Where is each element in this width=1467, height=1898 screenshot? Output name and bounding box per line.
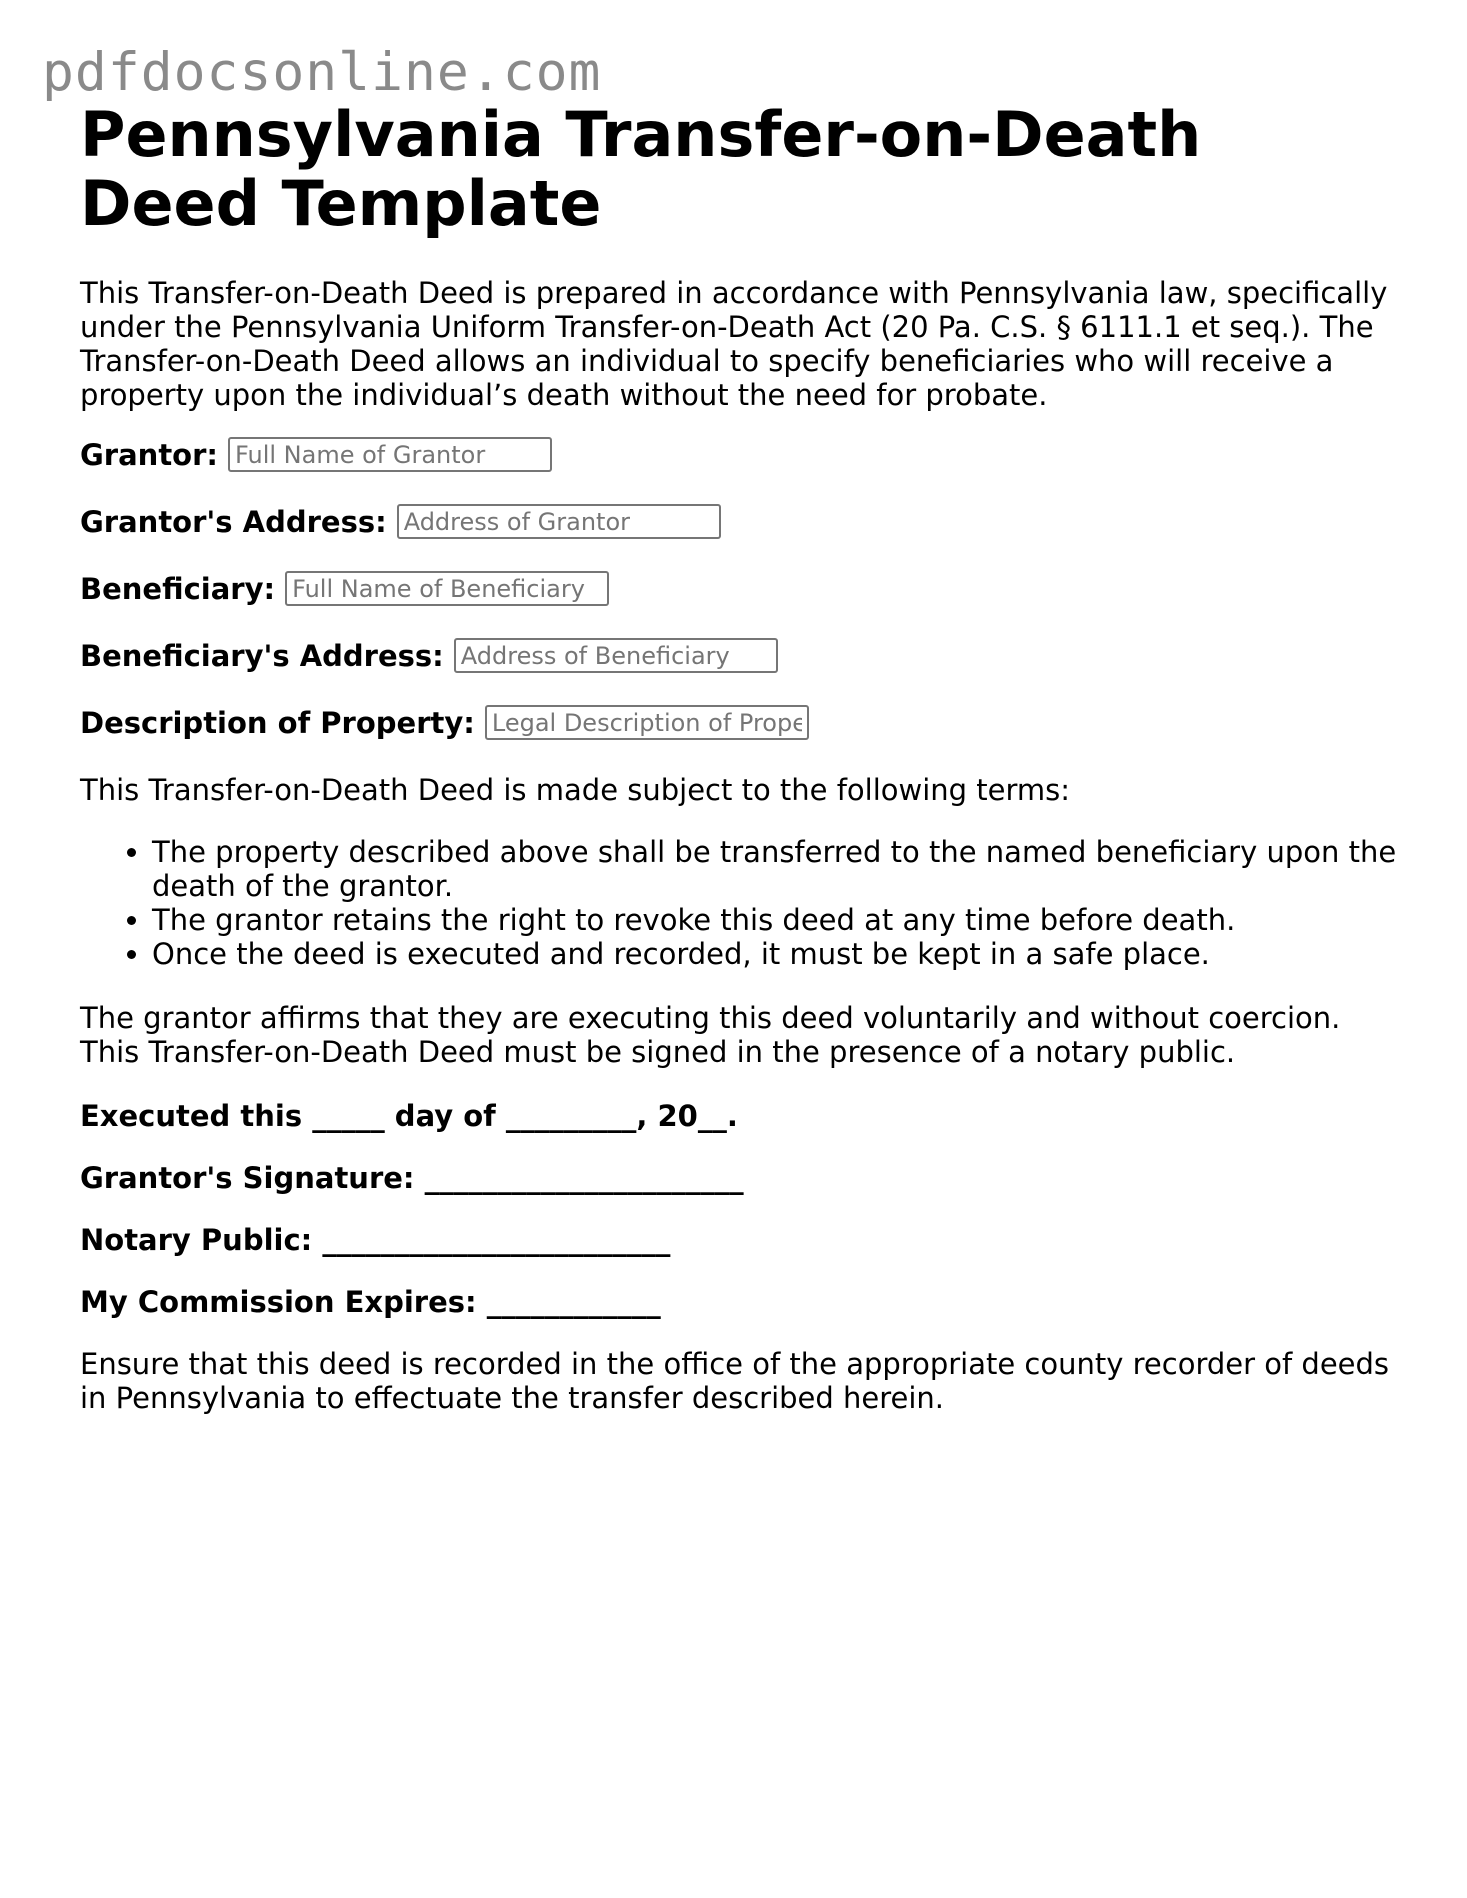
executed-date-line: Executed this _____ day of _________, 20__. xyxy=(80,1099,738,1133)
document-body xyxy=(80,100,1400,1415)
terms-list-item: • The property described above shall be transferred to the named beneficiary upon the death of the grantor. xyxy=(152,835,1400,903)
property-description-field-row xyxy=(80,704,1400,741)
commission-expires-line: My Commission Expires: ____________ xyxy=(80,1285,661,1319)
grantor-address-label: Grantor's Address: xyxy=(80,504,387,539)
terms-list-item: • Once the deed is executed and recorded, it must be kept in a safe place. xyxy=(152,937,1400,971)
terms-list xyxy=(80,835,1400,971)
terms-intro: This Transfer-on-Death Deed is made subject to the following terms: xyxy=(80,773,1071,807)
notary-public-line: Notary Public: ________________________ xyxy=(80,1223,671,1257)
grantor-signature-line: Grantor's Signature: ______________________ xyxy=(80,1161,744,1195)
beneficiary-address-field-row xyxy=(80,637,1400,674)
beneficiary-address-label: Beneficiary's Address: xyxy=(80,638,444,673)
beneficiary-name-input[interactable] xyxy=(285,571,609,606)
page-title: Pennsylvania Transfer-on-Death Deed Template xyxy=(80,98,1202,240)
grantor-address-input[interactable] xyxy=(397,504,721,539)
grantor-name-input[interactable] xyxy=(228,437,552,472)
property-description-label: Description of Property: xyxy=(80,705,475,740)
grantor-field-row xyxy=(80,436,1400,473)
grantor-address-field-row xyxy=(80,503,1400,540)
beneficiary-field-row xyxy=(80,570,1400,607)
beneficiary-label: Beneficiary: xyxy=(80,571,276,606)
grantor-label: Grantor: xyxy=(80,437,219,472)
intro-paragraph: This Transfer-on-Death Deed is prepared in accordance with Pennsylvania law, specifically under the Pennsylvania Uniform Transfer-on-Death Act (20 Pa. C.S. § 6111.1 et seq.). The Transfer-on-Death Deed allows an individual to specify beneficiaries who will receive a property upon the individual’s death without the need for probate. xyxy=(80,276,1388,412)
property-description-input[interactable] xyxy=(485,705,809,740)
affirmation-paragraph: The grantor affirms that they are executing this deed voluntarily and without coercion. This Transfer-on-Death Deed must be signed in the presence of a notary public. xyxy=(80,1001,1341,1069)
closing-paragraph: Ensure that this deed is recorded in the office of the appropriate county recorder of deeds in Pennsylvania to effectuate the transfer described herein. xyxy=(80,1347,1390,1415)
beneficiary-address-input[interactable] xyxy=(454,638,778,673)
watermark-text: pdfdocsonline.com xyxy=(42,42,602,103)
terms-list-item: • The grantor retains the right to revoke this deed at any time before death. xyxy=(152,903,1400,937)
